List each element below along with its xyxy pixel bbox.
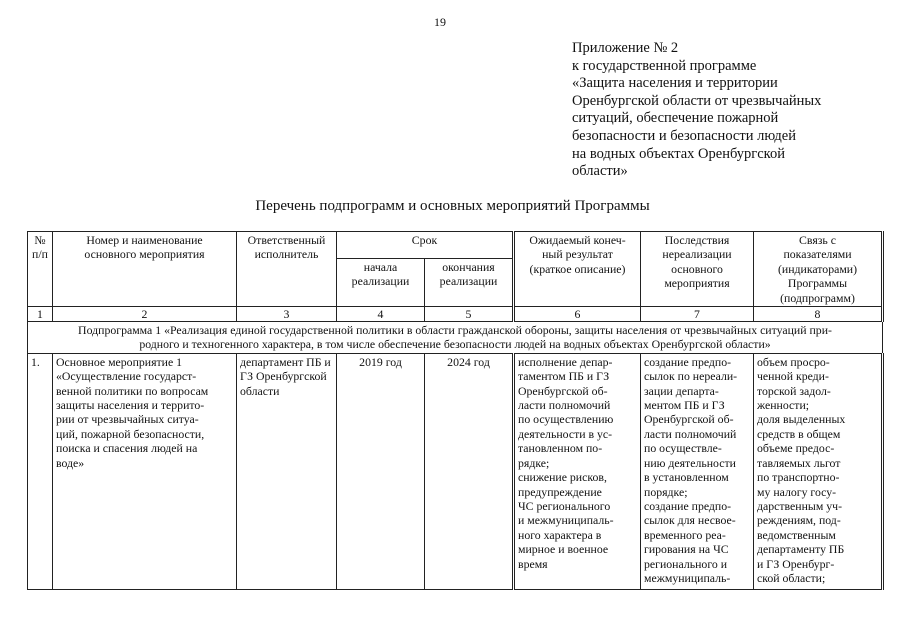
column-number: 6 (514, 307, 641, 322)
cell-line: ного характера в (518, 527, 602, 542)
cell-line: защиты населения и террито- (56, 398, 205, 413)
row-number: 1. (28, 353, 53, 589)
header-consequences (641, 232, 754, 307)
header-text: реализации (439, 273, 498, 288)
cell-line: порядке; (644, 484, 688, 499)
header-text: ный результат (542, 247, 613, 262)
cell-line: таментом ПБ и ГЗ (518, 369, 610, 384)
subprogram-title (28, 322, 883, 354)
cell-line: межмуниципаль- (644, 570, 731, 585)
cell-line: время (518, 556, 548, 571)
cell-line: по транспортно- (757, 470, 840, 485)
cell-line: ментом ПБ и ГЗ (644, 398, 725, 413)
header-text: Номер и наименование (86, 233, 203, 247)
cell-line: ласти полномочий (644, 426, 737, 441)
header-text: окончания (442, 259, 495, 274)
header-text: (индикаторами) (777, 261, 858, 276)
cell-line: ГЗ Оренбургской (240, 369, 327, 384)
cell-line: ведомственным (757, 527, 836, 542)
annex-line: области» (572, 163, 628, 180)
header-text: мероприятия (664, 276, 730, 291)
column-number: 4 (337, 307, 425, 322)
cell-line: объем просро- (757, 354, 830, 369)
header-text: № (34, 233, 46, 247)
annex-line: на водных объектах Оренбургской (572, 145, 785, 162)
column-number: 1 (28, 307, 53, 322)
cell-line: гирования на ЧС (644, 542, 729, 557)
cell-line: рии от чрезвычайных ситуа- (56, 412, 199, 427)
executor (237, 353, 337, 589)
cell-line: сылок по нереали- (644, 369, 738, 384)
header-text: основного мероприятия (84, 247, 205, 262)
end-year: 2024 год (425, 353, 514, 589)
table-row (28, 353, 883, 589)
measures-table (27, 231, 884, 590)
header-text: Последствия (664, 233, 730, 247)
cell-line: реждениям, под- (757, 513, 841, 528)
cell-line: ций, пожарной безопасности, (56, 426, 205, 441)
cell-line: торской задол- (757, 383, 831, 398)
measure-name (53, 353, 237, 589)
cell-line: Оренбургской об- (644, 412, 734, 427)
header-row (28, 232, 883, 259)
header-term: Срок (337, 232, 514, 259)
header-text: (краткое описание) (529, 261, 626, 276)
document-title: Перечень подпрограмм и основных мероприятий Программы (255, 198, 650, 214)
header-name (53, 232, 237, 307)
header-text: Ответственный (247, 233, 326, 247)
cell-line: средств в общем (757, 426, 841, 441)
column-number: 2 (53, 307, 237, 322)
cell-line: департаменту ПБ (757, 542, 845, 557)
cell-line: му налогу госу- (757, 484, 837, 499)
header-text: Программы (787, 276, 848, 291)
cell-line: и ГЗ Оренбург- (757, 556, 835, 571)
header-text: исполнитель (254, 247, 319, 262)
cell-line: области (240, 383, 280, 398)
start-year: 2019 год (337, 353, 425, 589)
cell-line: предупреждение (518, 484, 602, 499)
header-text: (подпрограмм) (780, 290, 855, 305)
header-text: Ожидаемый конеч- (529, 233, 626, 247)
column-numbers-row (28, 307, 883, 322)
column-number: 3 (237, 307, 337, 322)
header-text: Связь с (799, 233, 836, 247)
header-text: основного (671, 261, 723, 276)
cell-line: венной политики по вопросам (56, 383, 209, 398)
annex-line: к государственной программе (572, 57, 757, 74)
column-number: 5 (425, 307, 514, 322)
subprogram-line: родного и техногенного характера, в том числе обеспечение безопасности людей на водных объектах Оренбургской области» (139, 337, 771, 352)
header-text: показателями (783, 247, 852, 262)
header-executor (237, 232, 337, 307)
cell-line: рядке; (518, 455, 550, 470)
header-text: п/п (32, 247, 48, 262)
annex-line: ситуаций, обеспечение пожарной (572, 110, 779, 127)
cell-line: мирное и военное (518, 542, 609, 557)
consequences (641, 353, 754, 589)
cell-line: нию деятельности (644, 455, 736, 470)
column-number: 8 (754, 307, 883, 322)
cell-line: создание предпо- (644, 354, 732, 369)
cell-line: создание предпо- (644, 498, 732, 513)
annex-line: Приложение № 2 (572, 40, 679, 56)
cell-line: временного реа- (644, 527, 726, 542)
cell-line: дарственным уч- (757, 498, 842, 513)
cell-line: департамент ПБ и (240, 354, 331, 369)
page-number: 19 (434, 15, 446, 29)
header-text: реализации (351, 273, 410, 288)
cell-line: деятельности в ус- (518, 426, 613, 441)
indicators (754, 353, 883, 589)
cell-line: тавляемых льгот (757, 455, 841, 470)
cell-line: ской области; (757, 570, 826, 585)
cell-line: «Осуществление государст- (56, 369, 197, 384)
header-end (425, 258, 514, 307)
annex-header (572, 40, 821, 181)
header-start (337, 258, 425, 307)
annex-line: Оренбургской области от чрезвычайных (572, 92, 822, 109)
cell-line: ченной креди- (757, 369, 829, 384)
cell-line: регионального и (644, 556, 728, 571)
cell-line: Основное мероприятие 1 (56, 354, 183, 369)
cell-line: Оренбургской об- (518, 383, 608, 398)
cell-line: зации департа- (644, 383, 719, 398)
cell-line: женности; (757, 398, 810, 413)
cell-line: воде» (56, 455, 85, 470)
column-number: 7 (641, 307, 754, 322)
header-num (28, 232, 53, 307)
cell-line: снижение рисков, (518, 470, 607, 485)
cell-line: по осуществле- (644, 441, 722, 456)
cell-line: и межмуниципаль- (518, 513, 614, 528)
header-indicators (754, 232, 883, 307)
expected-result (514, 353, 641, 589)
cell-line: ЧС регионального (518, 498, 611, 513)
cell-line: исполнение депар- (518, 354, 613, 369)
cell-line: объеме предос- (757, 441, 835, 456)
cell-line: сылок для несвое- (644, 513, 736, 528)
annex-line: безопасности и безопасности людей (572, 127, 796, 144)
annex-line: «Защита населения и территории (572, 75, 778, 92)
cell-line: поиска и спасения людей на (56, 441, 198, 456)
subprogram-row (28, 322, 883, 354)
subprogram-line: Подпрограмма 1 «Реализация единой государственной политики в области гражданской обороны, защиты населения от чрезвычайных ситуаций при- (78, 323, 832, 338)
header-text: нереализации (662, 247, 732, 262)
cell-line: в установленном (644, 470, 729, 485)
header-text: начала (363, 259, 398, 274)
header-result (514, 232, 641, 307)
cell-line: по осуществлению (518, 412, 614, 427)
cell-line: доля выделенных (757, 412, 846, 427)
cell-line: ласти полномочий (518, 398, 611, 413)
cell-line: тановленном по- (518, 441, 603, 456)
